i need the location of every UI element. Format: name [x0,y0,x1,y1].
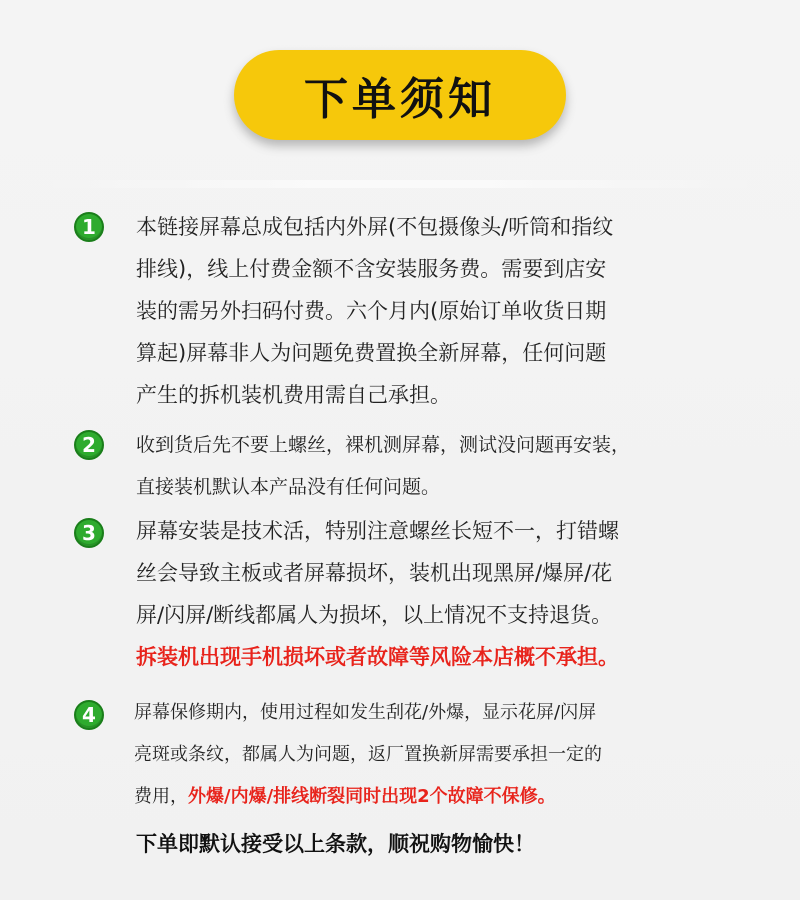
text-line: 亮斑或条纹，都属人为问题，返厂置换新屏需要承担一定的 [134,744,602,765]
warning-line: 拆装机出现手机损坏或者故障等风险本店概不承担。 [136,645,619,669]
text-line: 本链接屏幕总成包括内外屏(不包摄像头/听筒和指纹 [136,215,614,239]
divider [40,180,760,188]
text-line: 装的需另外扫码付费。六个月内(原始订单收货日期 [136,299,607,323]
notice-text-4 [134,692,734,818]
number-4-icon: 4 [74,700,104,730]
text-line-last [134,776,734,818]
text-line: 算起)屏幕非人为问题免费置换全新屏幕，任何问题 [136,341,607,365]
text-line: 产生的拆机装机费用需自己承担。 [136,383,451,407]
text-line: 收到货后先不要上螺丝，裸机测屏幕，测试没问题再安装， [136,434,631,456]
text-prefix: 费用， [134,786,188,807]
warning-text: 外爆/内爆/排线断裂同时出现2个故障不保修。 [188,786,556,807]
text-line: 丝会导致主板或者屏幕损坏，装机出现黑屏/爆屏/花 [136,561,613,585]
text-line: 屏幕保修期内，使用过程如发生刮花/外爆，显示花屏/闪屏 [134,702,597,723]
number-1-icon: 1 [74,212,104,242]
notice-text-2 [136,424,736,508]
text-line: 排线)，线上付费金额不含安装服务费。需要到店安 [136,257,607,281]
notice-text-1 [136,206,736,416]
text-line: 屏/闪屏/断线都属人为损坏，以上情况不支持退货。 [136,603,613,627]
text-line: 直接装机默认本产品没有任何问题。 [136,476,441,498]
text-line: 屏幕安装是技术活，特别注意螺丝长短不一，打错螺 [136,519,619,543]
notice-text-3 [136,510,736,678]
number-2-icon: 2 [74,430,104,460]
number-3-icon: 3 [74,518,104,548]
page-title: 下单须知 [304,74,496,125]
title-banner [234,50,566,140]
closing-note: 下单即默认接受以上条款，顺祝购物愉快！ [136,832,535,856]
